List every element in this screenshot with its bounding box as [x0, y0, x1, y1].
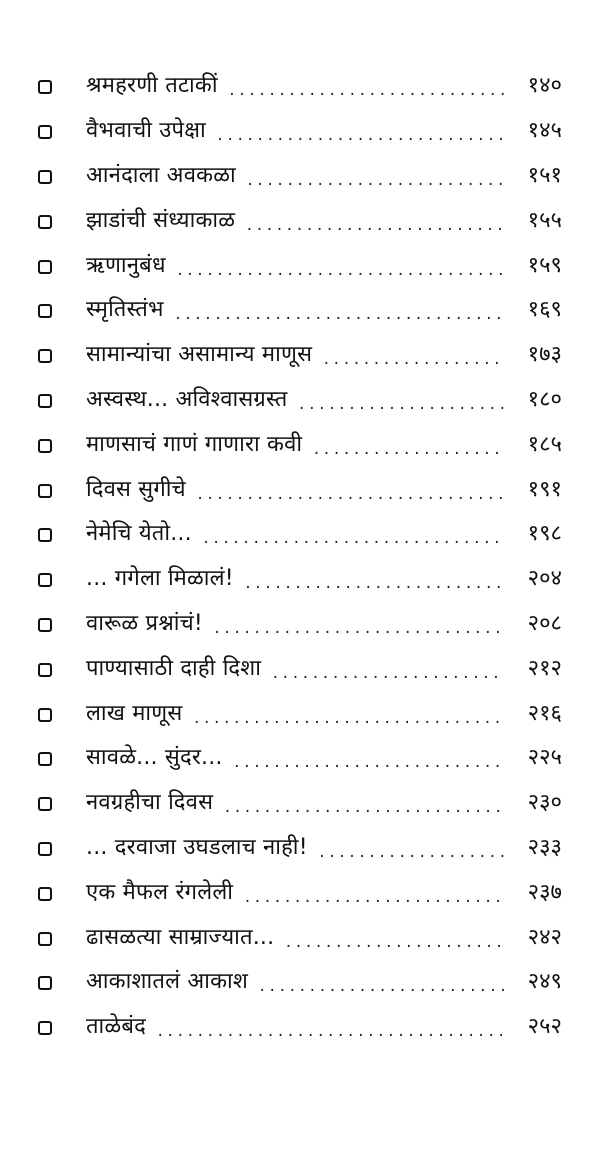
dot-leader	[213, 800, 504, 816]
toc-entry-page-number: १४५	[527, 118, 562, 144]
checkbox-bullet-icon	[38, 304, 52, 318]
toc-entry-18	[38, 826, 562, 871]
toc-entry-19	[38, 870, 562, 915]
toc-entry-title: नवग्रहीचा दिवस	[86, 790, 214, 816]
toc-entry-9	[38, 422, 562, 467]
toc-entry-page-number: २०८	[527, 610, 562, 636]
toc-entry-title: ... गगेला मिळालं!	[86, 566, 234, 592]
dot-leader	[164, 307, 504, 323]
checkbox-bullet-icon	[38, 1021, 52, 1035]
dot-leader	[248, 979, 504, 995]
dot-leader	[234, 576, 504, 592]
dot-leader	[186, 487, 504, 503]
toc-entry-12	[38, 557, 562, 602]
checkbox-bullet-icon	[38, 439, 52, 453]
toc-entry-title: झाडांची संध्याकाळ	[86, 207, 236, 233]
dot-leader	[218, 83, 504, 99]
dot-leader	[308, 845, 504, 861]
checkbox-bullet-icon	[38, 170, 52, 184]
toc-entry-page-number: १४०	[527, 73, 562, 99]
dot-leader	[146, 1024, 504, 1040]
checkbox-bullet-icon	[38, 215, 52, 229]
toc-entry-title: दिवस सुगीचे	[86, 476, 186, 502]
checkbox-bullet-icon	[38, 932, 52, 946]
toc-entry-page-number: १५९	[527, 252, 562, 278]
dot-leader	[192, 531, 504, 547]
checkbox-bullet-icon	[38, 663, 52, 677]
toc-entry-title: पाण्यासाठी दाही दिशा	[86, 655, 262, 681]
dot-leader	[203, 621, 504, 637]
dot-leader	[182, 711, 504, 727]
toc-entry-7	[38, 333, 562, 378]
dot-leader	[261, 666, 504, 682]
toc-entry-title: आनंदाला अवकळा	[86, 162, 236, 188]
toc-entry-page-number: २४९	[527, 969, 562, 995]
toc-entry-4	[38, 198, 562, 243]
toc-entry-page-number: १८०	[527, 386, 562, 412]
checkbox-bullet-icon	[38, 394, 52, 408]
dot-leader	[312, 352, 504, 368]
checkbox-bullet-icon	[38, 752, 52, 766]
checkbox-bullet-icon	[38, 708, 52, 722]
toc-entry-title: ताळेबंद	[86, 1014, 147, 1040]
dot-leader	[236, 173, 504, 189]
toc-entry-title: माणसाचं गाणं गाणारा कवी	[86, 431, 303, 457]
toc-entry-page-number: १८५	[527, 431, 562, 457]
checkbox-bullet-icon	[38, 484, 52, 498]
toc-entry-title: नेमेचि येतो...	[86, 521, 192, 547]
toc-entry-title: श्रमहरणी तटाकीं	[86, 73, 218, 99]
dot-leader	[206, 128, 504, 144]
toc-entry-page-number: २३७	[527, 879, 562, 905]
toc-entry-title: वारूळ प्रश्नांचं!	[86, 610, 203, 636]
toc-entry-title: वैभवाची उपेक्षा	[86, 118, 206, 144]
toc-entry-6	[38, 288, 562, 333]
toc-entry-17	[38, 781, 562, 826]
toc-entry-20	[38, 915, 562, 960]
toc-entry-title: आकाशातलं आकाश	[86, 969, 249, 995]
toc-entry-page-number: २१६	[527, 700, 562, 726]
toc-entry-page-number: २०४	[527, 566, 562, 592]
toc-entry-title: सावळे... सुंदर...	[86, 745, 223, 771]
toc-entry-title: ढासळत्या साम्राज्यात...	[86, 924, 275, 950]
table-of-contents	[38, 64, 562, 1050]
checkbox-bullet-icon	[38, 573, 52, 587]
toc-entry-21	[38, 960, 562, 1005]
toc-entry-title: अस्वस्थ... अविश्वासग्रस्त	[86, 386, 288, 412]
toc-entry-page-number: १५१	[527, 162, 562, 188]
checkbox-bullet-icon	[38, 887, 52, 901]
checkbox-bullet-icon	[38, 618, 52, 632]
toc-entry-8	[38, 378, 562, 423]
toc-entry-page-number: १९८	[527, 521, 562, 547]
toc-entry-page-number: १५५	[527, 207, 562, 233]
toc-entry-14	[38, 646, 562, 691]
toc-entry-1	[38, 64, 562, 109]
toc-entry-3	[38, 154, 562, 199]
toc-entry-title: ऋणानुबंध	[86, 252, 166, 278]
toc-entry-page-number: १६९	[527, 297, 562, 323]
dot-leader	[302, 442, 504, 458]
checkbox-bullet-icon	[38, 797, 52, 811]
toc-entry-title: सामान्यांचा असामान्य माणूस	[86, 342, 313, 368]
toc-entry-page-number: २१२	[527, 655, 562, 681]
dot-leader	[233, 890, 504, 906]
toc-entry-page-number: २३३	[527, 834, 562, 860]
checkbox-bullet-icon	[38, 349, 52, 363]
toc-entry-2	[38, 109, 562, 154]
checkbox-bullet-icon	[38, 842, 52, 856]
checkbox-bullet-icon	[38, 528, 52, 542]
checkbox-bullet-icon	[38, 260, 52, 274]
checkbox-bullet-icon	[38, 976, 52, 990]
toc-entry-title: एक मैफल रंगलेली	[86, 879, 234, 905]
toc-entry-10	[38, 467, 562, 512]
toc-entry-title: लाख माणूस	[86, 700, 183, 726]
dot-leader	[288, 397, 504, 413]
toc-entry-title: स्मृतिस्तंभ	[86, 297, 164, 323]
toc-entry-page-number: १९१	[527, 476, 562, 502]
checkbox-bullet-icon	[38, 125, 52, 139]
toc-entry-5	[38, 243, 562, 288]
toc-entry-22	[38, 1005, 562, 1050]
dot-leader	[274, 935, 504, 951]
toc-entry-page-number: २२५	[527, 745, 562, 771]
toc-entry-page-number: १७३	[527, 342, 562, 368]
toc-entry-page-number: २४२	[527, 924, 562, 950]
toc-entry-page-number: २३०	[527, 790, 562, 816]
toc-entry-11	[38, 512, 562, 557]
dot-leader	[166, 263, 504, 279]
toc-entry-15	[38, 691, 562, 736]
toc-entry-13	[38, 602, 562, 647]
toc-entry-page-number: २५२	[527, 1014, 562, 1040]
dot-leader	[235, 218, 504, 234]
toc-entry-title: ... दरवाजा उघडलाच नाही!	[86, 834, 308, 860]
dot-leader	[223, 755, 504, 771]
toc-entry-16	[38, 736, 562, 781]
checkbox-bullet-icon	[38, 80, 52, 94]
